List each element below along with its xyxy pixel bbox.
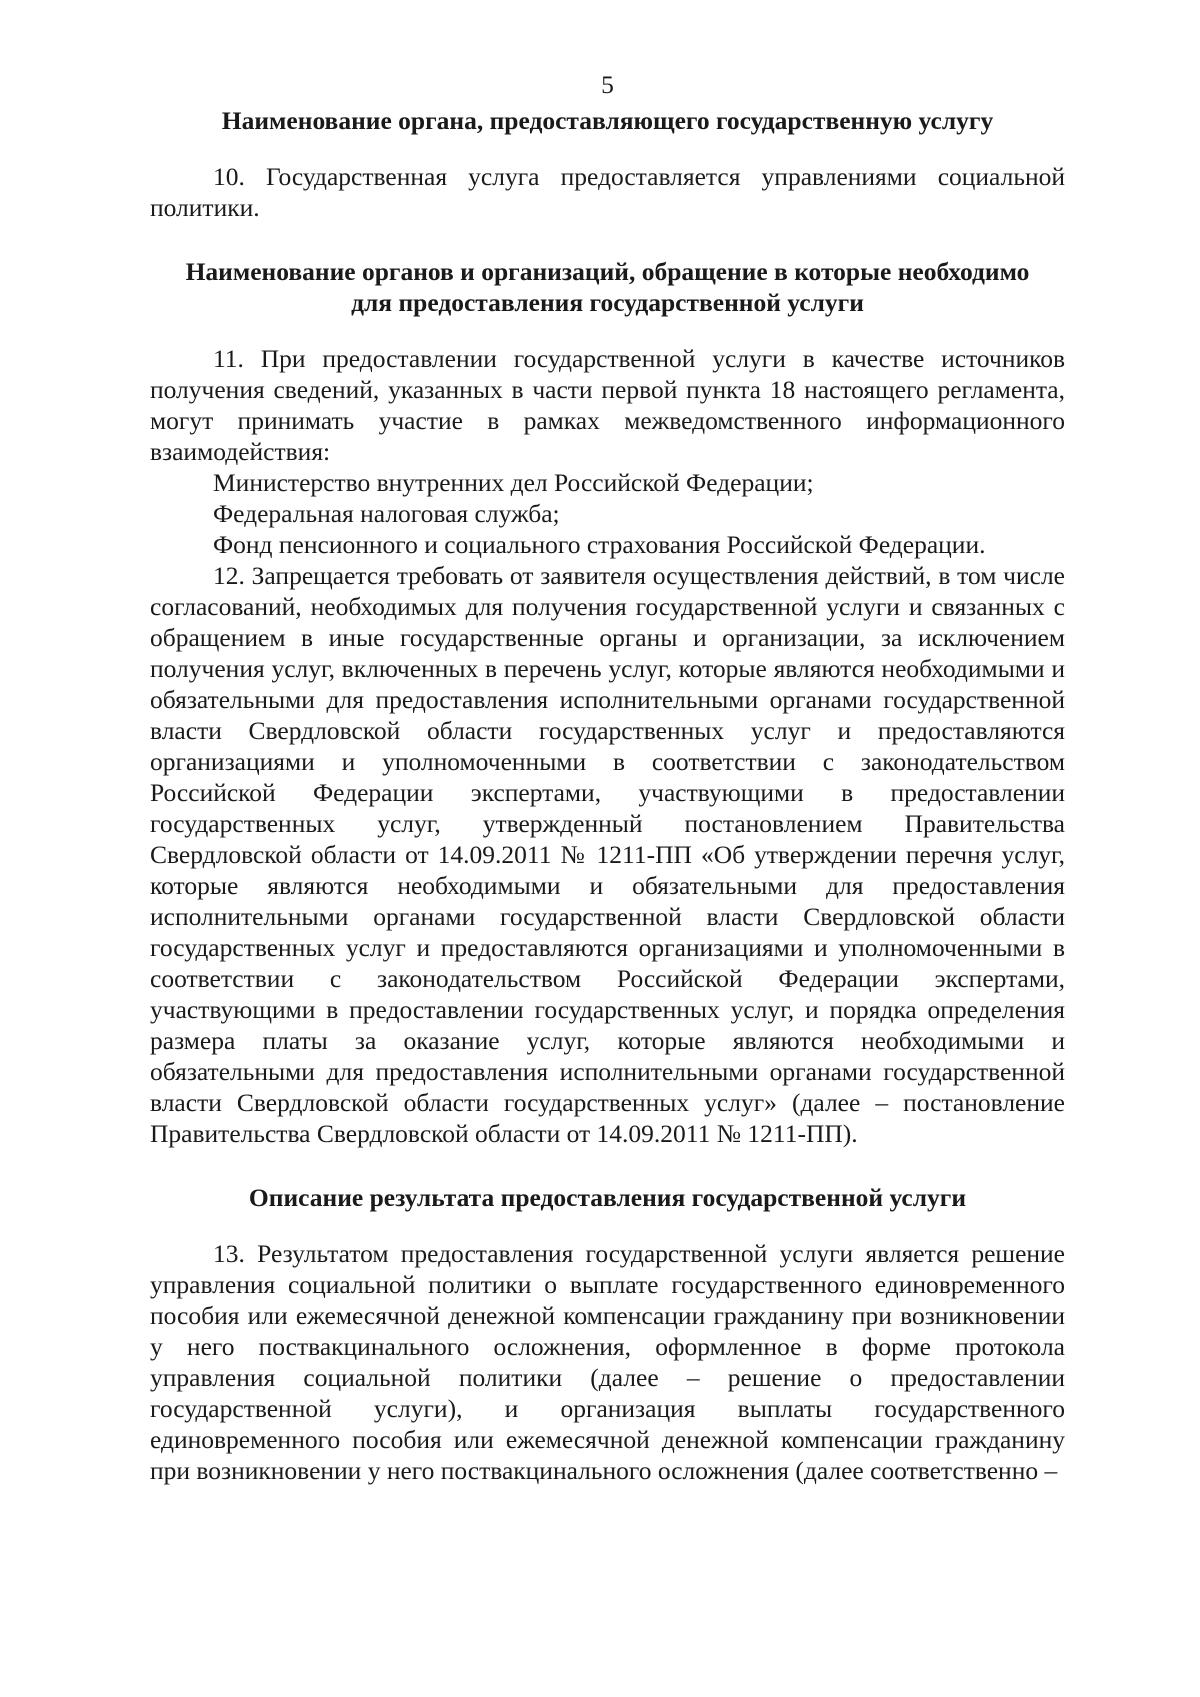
paragraph-11: 11. При предоставлении государственной услуги в качестве источников получения сведений, указанных в части первой пункта 18 настоящего регламента, могут принимать участие в рамках межведомственного информационного взаимодействия:: [150, 344, 1065, 466]
paragraph-13: 13. Результатом предоставления государственной услуги является решение управления социальной политики о выплате государственного единовременного пособия или ежемесячной денежной компенсации гражданину при возникновении у него поствакцинального осложнения, оформленное в форме протокола управления социальной политики (далее – решение о предоставлении государственной услуги), и организация выплаты государственного единовременного пособия или ежемесячной денежной компенсации гражданину при возникновении у него поствакцинального осложнения (далее соответственно –: [150, 1239, 1065, 1485]
document-page: [150, 70, 1065, 1486]
section-heading-authority: Наименование органа, предоставляющего государственную услугу: [221, 106, 994, 135]
section-heading-result: Описание результата предоставления государственной услуги: [248, 1183, 967, 1212]
paragraph-10: 10. Государственная услуга предоставляется управлениями социальной политики.: [150, 162, 1065, 222]
section-heading-organizations: [150, 256, 1065, 318]
section-heading-organizations-line1: Наименование органов и организаций, обращение в которые необходимо: [185, 257, 1030, 286]
list-item-sfr: Фонд пенсионного и социального страхования Российской Федерации.: [213, 530, 986, 559]
list-item-fns: Федеральная налоговая служба;: [213, 499, 560, 528]
paragraph-12: 12. Запрещается требовать от заявителя осуществления действий, в том числе согласований, необходимых для получения государственной услуги и связанных с обращением в иные государственные органы и организации, за исключением получения услуг, включенных в перечень услуг, которые являются необходимыми и обязательными для предоставления исполнительными органами государственной власти Свердловской области государственных услуг и предоставляются организациями и уполномоченными в соответствии с законодательством Российской Федерации экспертами, участвующими в предоставлении государственных услуг, утвержденный постановлением Правительства Свердловской области от 14.09.2011 № 1211-ПП «Об утверждении перечня услуг, которые являются необходимыми и обязательными для предоставления исполнительными органами государственной власти Свердловской области государственных услуг и предоставляются организациями и уполномоченными в соответствии с законодательством Российской Федерации экспертами, участвующими в предоставлении государственных услуг, и порядка определения размера платы за оказание услуг, которые являются необходимыми и обязательными для предоставления исполнительными органами государственной власти Свердловской области государственных услуг» (далее – постановление Правительства Свердловской области от 14.09.2011 № 1211-ПП).: [150, 561, 1065, 1148]
section-heading-organizations-line2: для предоставления государственной услуги: [351, 288, 864, 317]
page-number: 5: [601, 70, 614, 99]
list-item-mvd: Министерство внутренних дел Российской Федерации;: [213, 468, 814, 497]
